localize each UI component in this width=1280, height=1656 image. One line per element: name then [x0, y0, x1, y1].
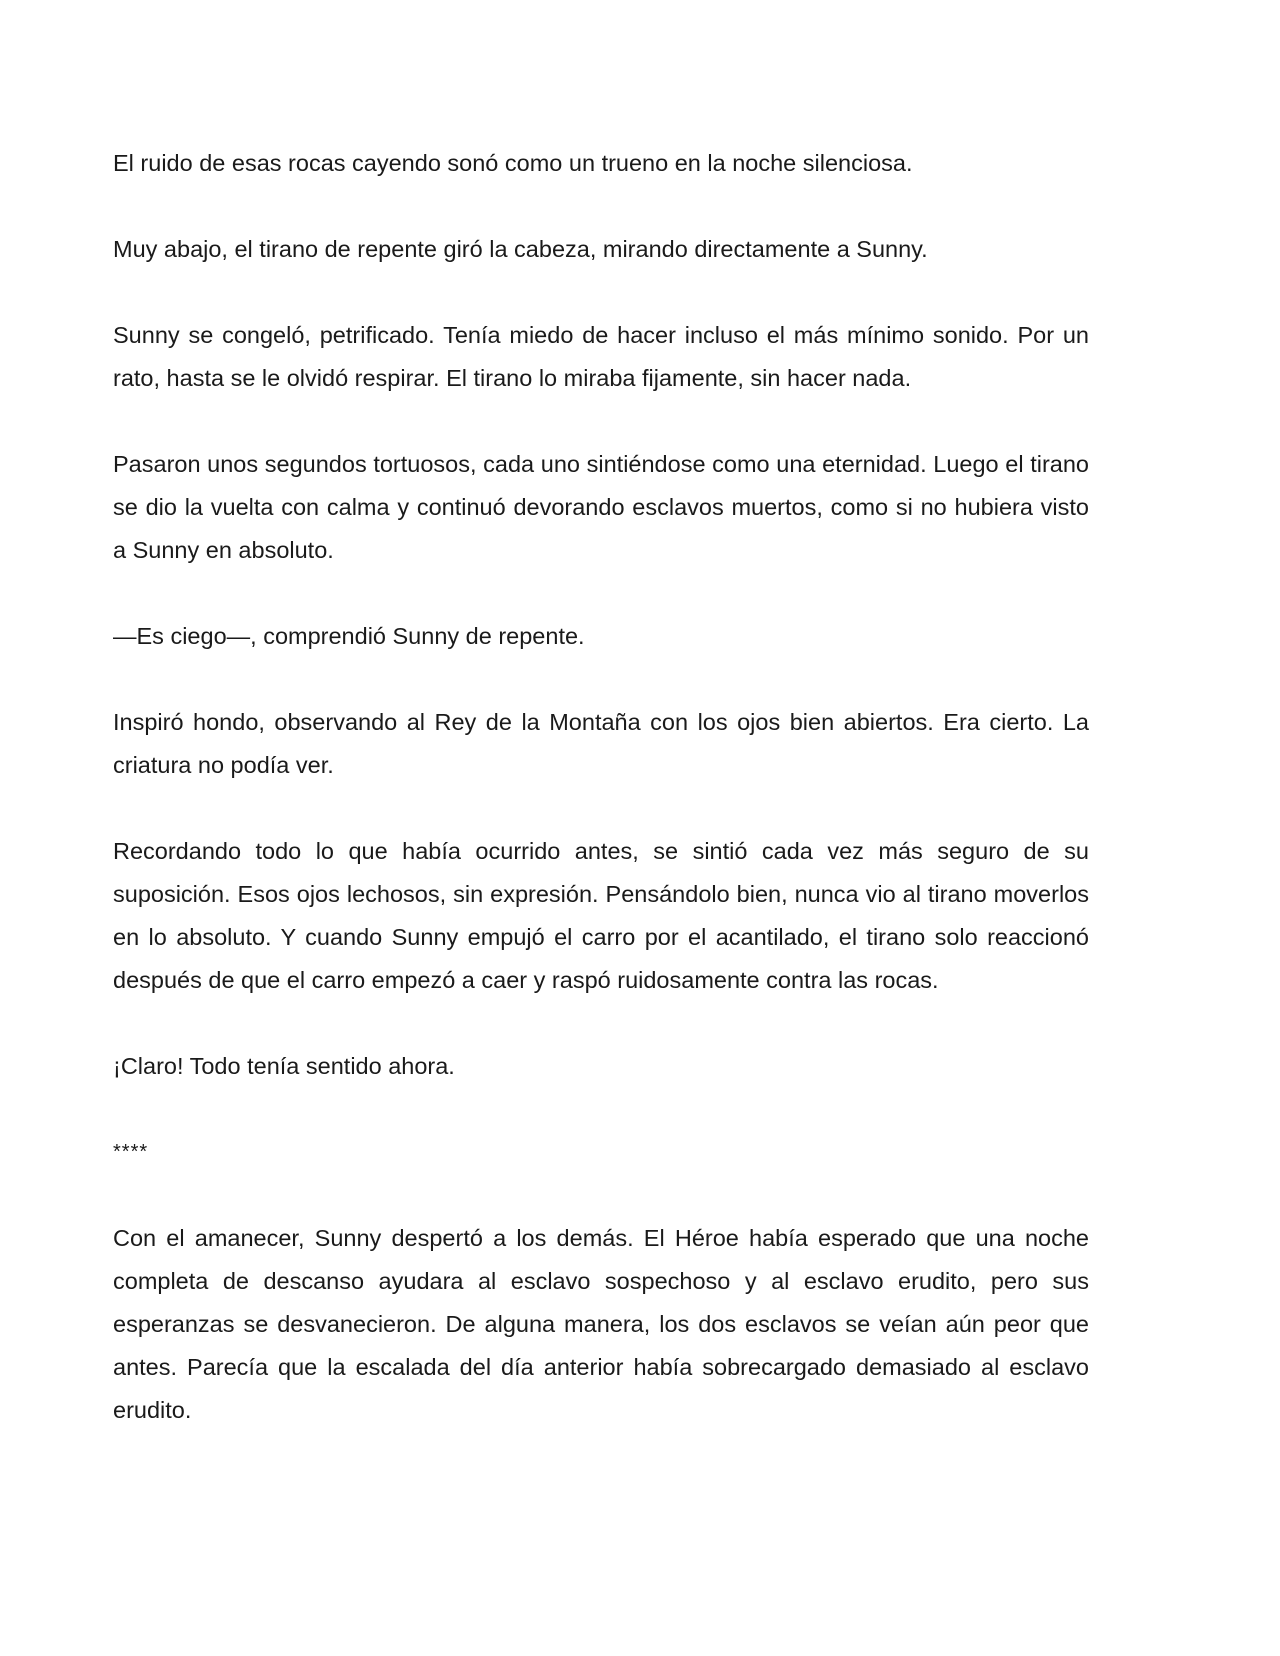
- paragraph: Con el amanecer, Sunny despertó a los demás. El Héroe había esperado que una noche completa de descanso ayudara al esclavo sospechoso y al esclavo erudito, pero sus esperanzas se desvanecieron. De alguna manera, los dos esclavos se veían aún peor que antes. Parecía que la escalada del día anterior había sobrecargado demasiado al esclavo erudito.: [113, 1225, 1089, 1423]
- paragraph: Inspiró hondo, observando al Rey de la Montaña con los ojos bien abiertos. Era cierto. La criatura no podía ver.: [113, 709, 1089, 778]
- paragraph: —Es ciego—, comprendió Sunny de repente.: [113, 623, 585, 649]
- paragraph: El ruido de esas rocas cayendo sonó como un trueno en la noche silenciosa.: [113, 150, 913, 176]
- paragraph: Recordando todo lo que había ocurrido antes, se sintió cada vez más seguro de su suposición. Esos ojos lechosos, sin expresión. Pensándolo bien, nunca vio al tirano moverlos en lo absoluto. Y cuando Sunny empujó el carro por el acantilado, el tirano solo reaccionó después de que el carro empezó a caer y raspó ruidosamente contra las rocas.: [113, 838, 1089, 993]
- paragraph: ¡Claro! Todo tenía sentido ahora.: [113, 1053, 455, 1079]
- paragraph: Sunny se congeló, petrificado. Tenía miedo de hacer incluso el más mínimo sonido. Por un rato, hasta se le olvidó respirar. El tirano lo miraba fijamente, sin hacer nada.: [113, 322, 1089, 391]
- scene-separator: ****: [113, 1141, 149, 1163]
- paragraph: Muy abajo, el tirano de repente giró la cabeza, mirando directamente a Sunny.: [113, 236, 928, 262]
- document-body: [113, 142, 1089, 1475]
- paragraph: Pasaron unos segundos tortuosos, cada uno sintiéndose como una eternidad. Luego el tirano se dio la vuelta con calma y continuó devorando esclavos muertos, como si no hubiera visto a Sunny en absoluto.: [113, 451, 1089, 563]
